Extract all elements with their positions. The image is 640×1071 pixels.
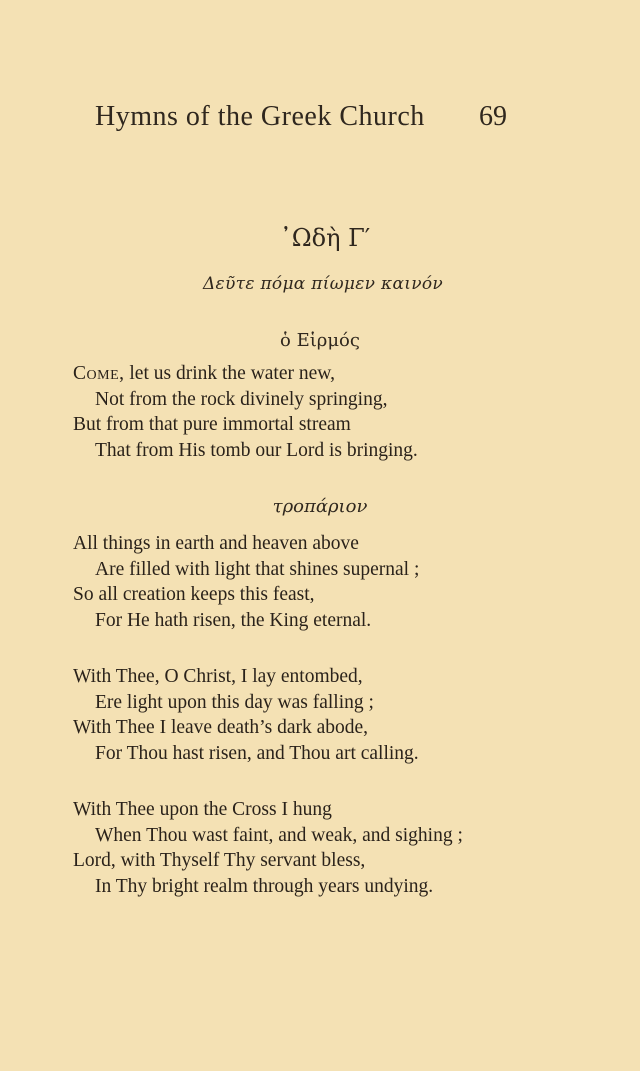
hirmos-stanza <box>73 361 593 463</box>
stanza-line: Ere light upon this day was falling ; <box>95 691 374 713</box>
stanza-line: With Thee upon the Cross I hung <box>73 799 332 820</box>
stanza-line: In Thy bright realm through years undying. <box>95 875 434 897</box>
troparion-stanza-3 <box>73 797 593 899</box>
page-number: 69 <box>479 101 507 132</box>
running-title: Hymns of the Greek Church <box>95 101 425 132</box>
stanza-line <box>73 361 593 387</box>
stanza-line: Lord, with Thyself Thy servant bless, <box>73 850 366 871</box>
greek-first-line: Δεῦτε πόμα πίωμεν καινόν <box>202 274 443 294</box>
troparion-title: τροπάριον <box>272 496 368 517</box>
ode-heading: ᾿Ωδὴ Γ′ <box>279 224 371 252</box>
hirmos-title: ὁ Εἱρμός <box>280 330 360 351</box>
stanza-line: When Thou wast faint, and weak, and sighing ; <box>95 824 463 846</box>
drop-word: Come, <box>73 363 125 384</box>
stanza-line: With Thee, O Christ, I lay entombed, <box>73 666 363 687</box>
stanza-line: All things in earth and heaven above <box>73 533 359 554</box>
troparion-stanza-2 <box>73 664 593 766</box>
stanza-line: For He hath risen, the King eternal. <box>95 609 372 631</box>
stanza-line: Are filled with light that shines supernal ; <box>95 558 420 580</box>
stanza-line-rest: let us drink the water new, <box>124 363 335 384</box>
stanza-line: For Thou hast risen, and Thou art calling. <box>95 742 419 764</box>
stanza-line: That from His tomb our Lord is bringing. <box>95 439 418 461</box>
troparion-stanza-1 <box>73 531 593 633</box>
stanza-line: With Thee I leave death’s dark abode, <box>73 717 369 738</box>
stanza-line: So all creation keeps this feast, <box>73 584 315 605</box>
stanza-line: But from that pure immortal stream <box>73 414 351 435</box>
stanza-line: Not from the rock divinely springing, <box>95 388 388 410</box>
